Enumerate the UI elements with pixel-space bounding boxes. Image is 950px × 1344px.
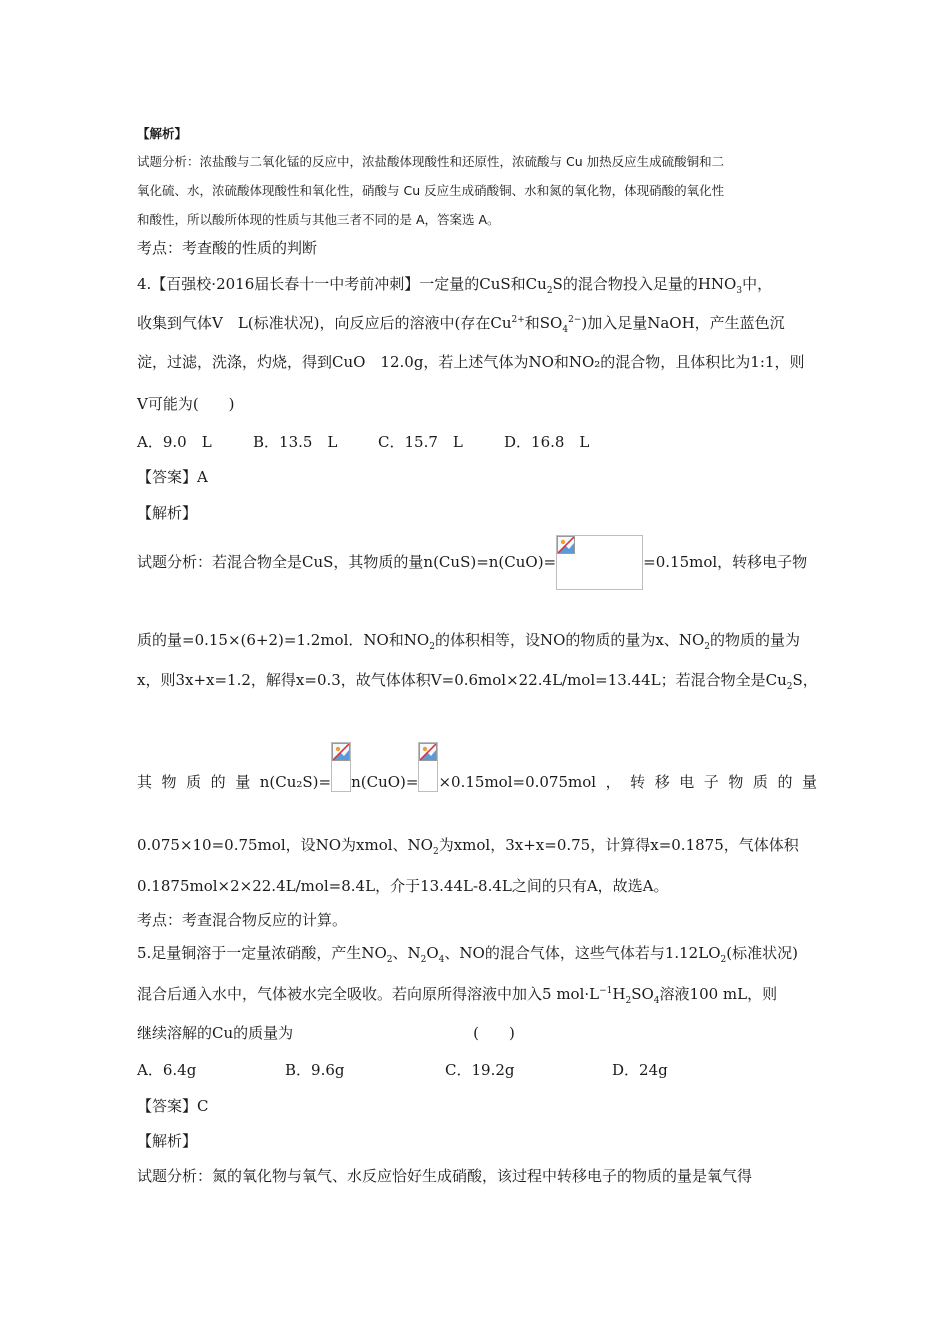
q4-option-b: B．13.5 L	[253, 433, 338, 451]
q5-analysis-heading: 【解析】	[137, 1132, 198, 1150]
broken-image-icon	[419, 743, 437, 761]
section1-analysis-line-3: 和酸性，所以酸所体现的性质与其他三者不同的是 A，答案选 A。	[137, 212, 500, 227]
q4-option-c: C．15.7 L	[378, 433, 463, 451]
q5-option-b: B．9.6g	[285, 1061, 345, 1079]
section1-kaodian: 考点：考查酸的性质的判断	[137, 239, 318, 257]
q4-option-a: A．9.0 L	[137, 433, 212, 451]
q5-stem-line-3: 继续溶解的Cu的质量为 ( )	[137, 1024, 515, 1042]
section1-analysis-line-1: 试题分析：浓盐酸与二氧化锰的反应中，浓盐酸体现酸性和还原性，浓硫酸与 Cu 加热反应生成硫酸铜和二	[137, 154, 725, 169]
q4-stem-line-3: 淀，过滤，洗涤，灼烧，得到CuO 12.0g，若上述气体为NO和NO₂的混合物，且体积比为1:1，则	[137, 353, 805, 371]
q5-option-a: A．6.4g	[137, 1061, 197, 1079]
q5-option-d: D．24g	[612, 1061, 668, 1079]
q4-analysis-line-3: x，则3x+x=1.2，解得x=0.3，故气体体积V=0.6mol×22.4L/mol=13.44L；若混合物全是$Cu_2S$，	[137, 671, 818, 692]
broken-image-formula-2	[331, 742, 351, 792]
section1-analysis-line-2: 氧化硫、水，浓硫酸体现酸性和氧化性，硝酸与 Cu 反应生成硝酸铜、水和氮的氧化物，体现硝酸的氧化性	[137, 183, 725, 198]
broken-image-icon	[332, 743, 350, 761]
q4-analysis-line-4: 其 物 质 的 量 n(Cu₂S)= n(CuO)= ×0.15mol=0.075mol ， 转 移 电 子 物 质 的 量	[137, 742, 817, 792]
q4-analysis-heading: 【解析】	[137, 504, 198, 522]
q5-option-c: C．19.2g	[445, 1061, 515, 1079]
q4-stem-line-4: V可能为( )	[137, 395, 235, 413]
broken-image-icon	[557, 536, 575, 554]
q4-analysis-line-1: 试题分析：若混合物全是CuS，其物质的量n(CuS)=n(CuO)= =0.15mol，转移电子物	[137, 534, 807, 590]
q5-analysis-line-1: 试题分析：氮的氧化物与氧气、水反应恰好生成硝酸，该过程中转移电子的物质的量是氧气得	[137, 1167, 753, 1185]
q4-option-d: D．16.8 L	[504, 433, 590, 451]
q5-answer: 【答案】C	[137, 1097, 209, 1115]
q4-analysis-line-5: 0.075×10=0.75mol，设NO为xmol、$NO_2$为xmol，3x+x=0.75，计算得x=0.1875，气体体积	[137, 836, 799, 857]
q4-analysis-line-6: 0.1875mol×2×22.4L/mol=8.4L，介于13.44L-8.4L之间的只有A，故选A。	[137, 877, 669, 895]
q4-stem-line-2: 收集到气体V L(标准状况)，向反应后的溶液中(存在$Cu^{2+}$和$SO_4^{2-}$)加入足量NaOH，产生蓝色沉	[137, 314, 785, 335]
q5-stem-line-2: 混合后通入水中，气体被水完全吸收。若向原所得溶液中加入5 $mol\cdot L^{-1}H_2SO_4$溶液100 mL，则	[137, 985, 778, 1006]
broken-image-formula-1	[556, 535, 643, 590]
q5-stem-line-1: 5.足量铜溶于一定量浓硝酸，产生$NO_2$、$N_2O_4$、NO的混合气体，这些气体若与$1.12LO_2$(标准状况)	[137, 944, 798, 965]
q4-answer: 【答案】A	[137, 468, 208, 486]
q4-stem-line-1: 4.【百强校·2016届长春十一中考前冲刺】一定量的CuS和$Cu_2S$的混合物投入足量的$HNO_3$中，	[137, 275, 773, 296]
broken-image-formula-3	[418, 742, 438, 792]
q4-kaodian: 考点：考查混合物反应的计算。	[137, 911, 348, 929]
q4-analysis-line-2: 质的量=0.15×(6+2)=1.2mol．NO和$NO_2$的体积相等，设NO的物质的量为x、$NO_2$的物质的量为	[137, 631, 801, 652]
section1-heading: 【解析】	[137, 126, 188, 141]
